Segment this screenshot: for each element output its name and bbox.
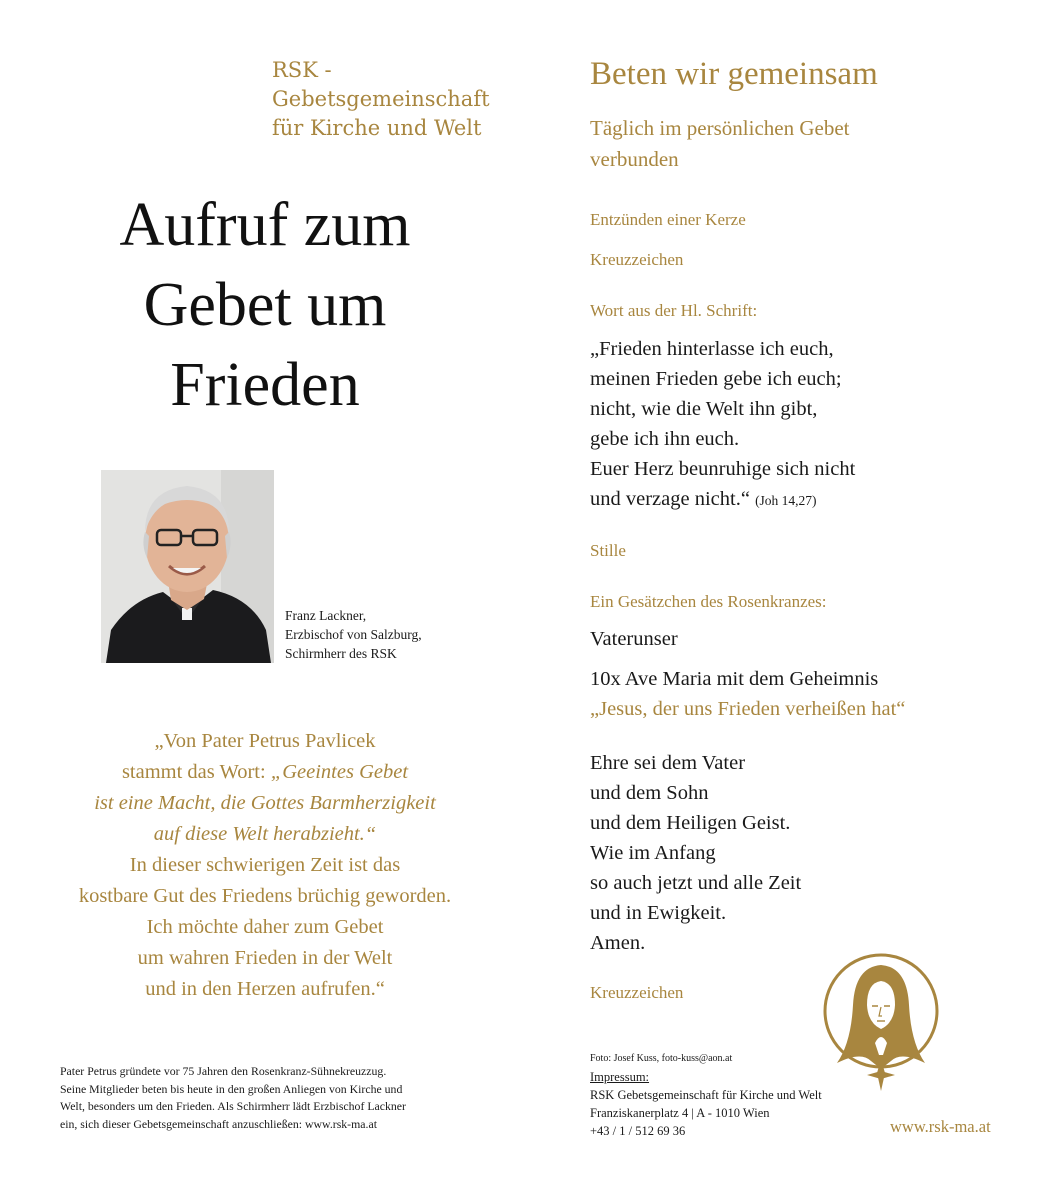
rosary-mystery: „Jesus, der uns Frieden verheißen hat“ xyxy=(590,698,906,720)
quote-line: ist eine Macht, die Gottes Barmherzigkeit xyxy=(94,792,436,814)
scripture-text: „Frieden hinterlasse ich euch, meinen Frieden gebe ich euch; nicht, wie die Welt ihn gibt, gebe ich ihn euch. Euer Herz beunruhige sich nicht und verzage nicht.“ (Joh 14,27) xyxy=(590,338,856,510)
caption-line: Erzbischof von Salzburg, xyxy=(285,627,422,642)
website-link[interactable]: www.rsk-ma.at xyxy=(890,1117,991,1136)
footnote-line: ein, sich dieser Gebetsgemeinschaft anzuschließen: www.rsk-ma.at xyxy=(60,1116,377,1131)
prayer-subtitle: Täglich im persönlichen Gebet verbunden xyxy=(590,116,850,171)
org-line: für Kirche und Welt xyxy=(272,116,482,140)
quote-line: stammt das Wort: „Geeintes Gebet xyxy=(121,761,409,783)
appeal-quote xyxy=(30,726,500,1005)
photo-credit: Foto: Josef Kuss, foto-kuss@aon.at xyxy=(590,1053,733,1064)
org-line: RSK - xyxy=(272,58,332,82)
caption-line: Franz Lackner, xyxy=(285,608,367,623)
vaterunser: Vaterunser xyxy=(590,628,678,650)
gloria-prayer: Ehre sei dem Vater und dem Sohn und dem Heiligen Geist. Wie im Anfang so auch jetzt und alle Zeit und in Ewigkeit. Amen. xyxy=(590,752,802,954)
madonna-logo-icon xyxy=(821,951,941,1096)
footnote-line: Pater Petrus gründete vor 75 Jahren den Rosenkranz-Sühnekreuzzug. xyxy=(60,1064,387,1078)
step-sign-of-cross: Kreuzzeichen xyxy=(590,250,684,269)
imprint: Foto: Josef Kuss, foto-kuss@aon.at Impressum: RSK Gebetsgemeinschaft für Kirche und Welt Franziskanerplatz 4 | A - 1010 Wien +43 / 1 / 512 69 36 xyxy=(590,1050,822,1140)
prayer-title: Beten wir gemeinsam xyxy=(590,56,878,92)
step-scripture: Wort aus der Hl. Schrift: xyxy=(590,301,758,320)
quote-line: „Von Pater Petrus Pavlicek xyxy=(154,730,376,752)
footnote-line: Welt, besonders um den Frieden. Als Schirmherr lädt Erzbischof Lackner xyxy=(60,1099,406,1114)
title-line: Gebet um xyxy=(143,271,387,339)
scripture-reference: (Joh 14,27) xyxy=(755,493,817,508)
step-silence: Stille xyxy=(590,541,626,560)
step-candle: Entzünden einer Kerze xyxy=(590,210,746,229)
quote-line: um wahren Frieden in der Welt xyxy=(137,947,393,969)
quote-line: und in den Herzen aufrufen.“ xyxy=(145,978,385,1000)
organization-name xyxy=(272,56,502,143)
portrait-photo xyxy=(101,470,274,663)
step-sign-of-cross-end: Kreuzzeichen xyxy=(590,983,684,1002)
step-rosary: Ein Gesätzchen des Rosenkranzes: xyxy=(590,592,827,611)
quote-line: kostbare Gut des Friedens brüchig geworden. xyxy=(78,885,452,907)
impressum-label: Impressum: xyxy=(590,1070,650,1084)
footnote xyxy=(60,1063,470,1133)
org-line: Gebetsgemeinschaft xyxy=(272,87,490,111)
caption-line: Schirmherr des RSK xyxy=(285,646,397,661)
title-line: Frieden xyxy=(170,351,360,419)
footnote-line: Seine Mitglieder beten bis heute in den großen Anliegen von Kirche und xyxy=(60,1081,403,1096)
page-title xyxy=(40,185,490,425)
ave-maria: 10x Ave Maria mit dem Geheimnis „Jesus, der uns Frieden verheißen hat“ xyxy=(590,664,905,724)
title-line: Aufruf zum xyxy=(119,191,411,259)
quote-line: auf diese Welt herabzieht.“ xyxy=(153,823,377,845)
photo-caption xyxy=(285,606,422,663)
quote-line: In dieser schwierigen Zeit ist das xyxy=(129,854,401,876)
quote-line: Ich möchte daher zum Gebet xyxy=(146,916,384,938)
